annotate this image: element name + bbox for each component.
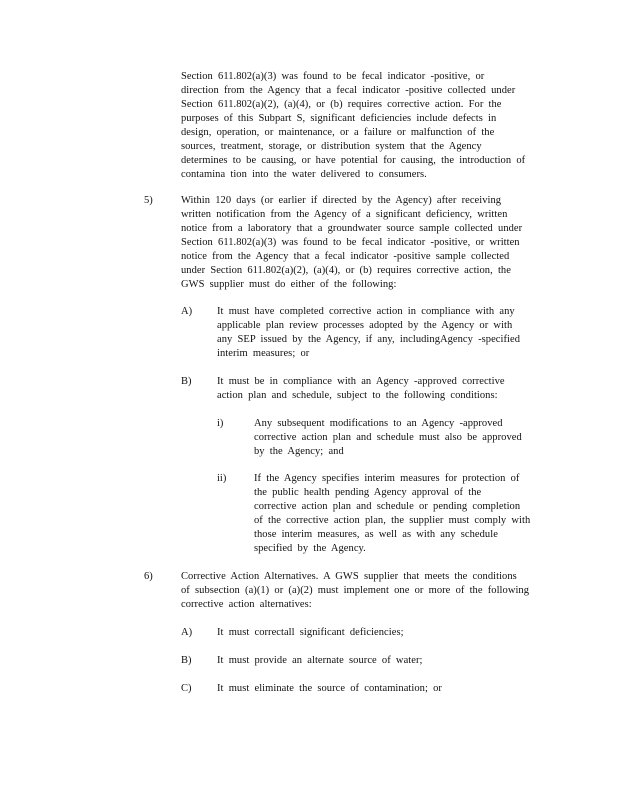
- text-line: Corrective Action Alternatives. A GWS supplier that meets the conditions: [181, 571, 517, 582]
- intro-paragraph: [181, 70, 525, 182]
- text-line: action plan and schedule, subject to the following conditions:: [217, 390, 498, 401]
- text-line: written notification from the Agency of a significant deficiency, written: [181, 209, 508, 220]
- text-line: It must be in compliance with an Agency -approved corrective: [217, 376, 505, 387]
- section-5-number: 5): [144, 195, 153, 206]
- section-6-item-b-label: B): [181, 655, 192, 666]
- text-line: Within 120 days (or earlier if directed by the Agency) after receiving: [181, 195, 502, 206]
- text-line: of subsection (a)(1) or (a)(2) must implement one or more of the following: [181, 585, 530, 596]
- section-5-item-a-label: A): [181, 306, 193, 317]
- text-line: notice from the Agency that a fecal indicator -positive sample collected: [181, 251, 510, 262]
- section-6-item-b-text: [217, 654, 422, 668]
- text-line: of the corrective action plan, the supplier must comply with: [254, 515, 531, 526]
- text-line: Any subsequent modifications to an Agency -approved: [254, 418, 503, 429]
- text-line: the public health pending Agency approval of the: [254, 487, 482, 498]
- text-line: any SEP issued by the Agency, if any, includingAgency -specified: [217, 334, 521, 345]
- text-line: It must correctall significant deficiencies;: [217, 627, 404, 638]
- text-line: Section 611.802(a)(3) was found to be fecal indicator -positive, or: [181, 71, 485, 82]
- section-6-paragraph: [181, 570, 529, 612]
- text-line: specified by the Agency.: [254, 543, 366, 554]
- section-5-item-b-sub-ii-label: ii): [217, 473, 227, 484]
- section-5-item-b-sub-ii-text: [254, 472, 530, 556]
- section-6-item-a-label: A): [181, 627, 193, 638]
- section-6-item-c-label: C): [181, 683, 192, 694]
- section-5-paragraph: [181, 194, 522, 292]
- text-line: Section 611.802(a)(2), (a)(4), or (b) requires corrective action. For the: [181, 99, 502, 110]
- section-5-item-b-sub-i-label: i): [217, 418, 224, 429]
- text-line: corrective action plan and schedule or pending completion: [254, 501, 521, 512]
- section-5-item-b-sub-i-text: [254, 417, 522, 459]
- text-line: those interim measures, as well as with any schedule: [254, 529, 498, 540]
- section-5-item-a-text: [217, 305, 520, 361]
- section-6-number: 6): [144, 571, 153, 582]
- text-line: purposes of this Subpart S, significant deficiencies include defects in: [181, 113, 497, 124]
- text-line: direction from the Agency that a fecal indicator -positive collected under: [181, 85, 516, 96]
- text-line: Section 611.802(a)(3) was found to be fecal indicator -positive, or written: [181, 237, 520, 248]
- text-line: design, operation, or maintenance, or a failure or malfunction of the: [181, 127, 495, 138]
- section-5-item-b-text: [217, 375, 505, 403]
- section-6-item-a-text: [217, 626, 404, 640]
- text-line: It must eliminate the source of contamination; or: [217, 683, 442, 694]
- text-line: by the Agency; and: [254, 446, 344, 457]
- text-line: applicable plan review processes adopted by the Agency or with: [217, 320, 513, 331]
- text-line: under Section 611.802(a)(2), (a)(4), or (b) requires corrective action, the: [181, 265, 511, 276]
- text-line: corrective action plan and schedule must also be approved: [254, 432, 522, 443]
- text-line: GWS supplier must do either of the following:: [181, 279, 397, 290]
- text-line: contamina tion into the water delivered to consumers.: [181, 169, 427, 180]
- section-6-item-c-text: [217, 682, 442, 696]
- text-line: notice from a laboratory that a groundwater source sample collected under: [181, 223, 523, 234]
- text-line: interim measures; or: [217, 348, 310, 359]
- text-line: It must have completed corrective action in compliance with any: [217, 306, 515, 317]
- text-line: corrective action alternatives:: [181, 599, 312, 610]
- text-line: determines to be causing, or have potential for causing, the introduction of: [181, 155, 526, 166]
- section-5-item-b-label: B): [181, 376, 192, 387]
- text-line: It must provide an alternate source of water;: [217, 655, 423, 666]
- text-line: If the Agency specifies interim measures for protection of: [254, 473, 520, 484]
- text-line: sources, treatment, storage, or distribution system that the Agency: [181, 141, 482, 152]
